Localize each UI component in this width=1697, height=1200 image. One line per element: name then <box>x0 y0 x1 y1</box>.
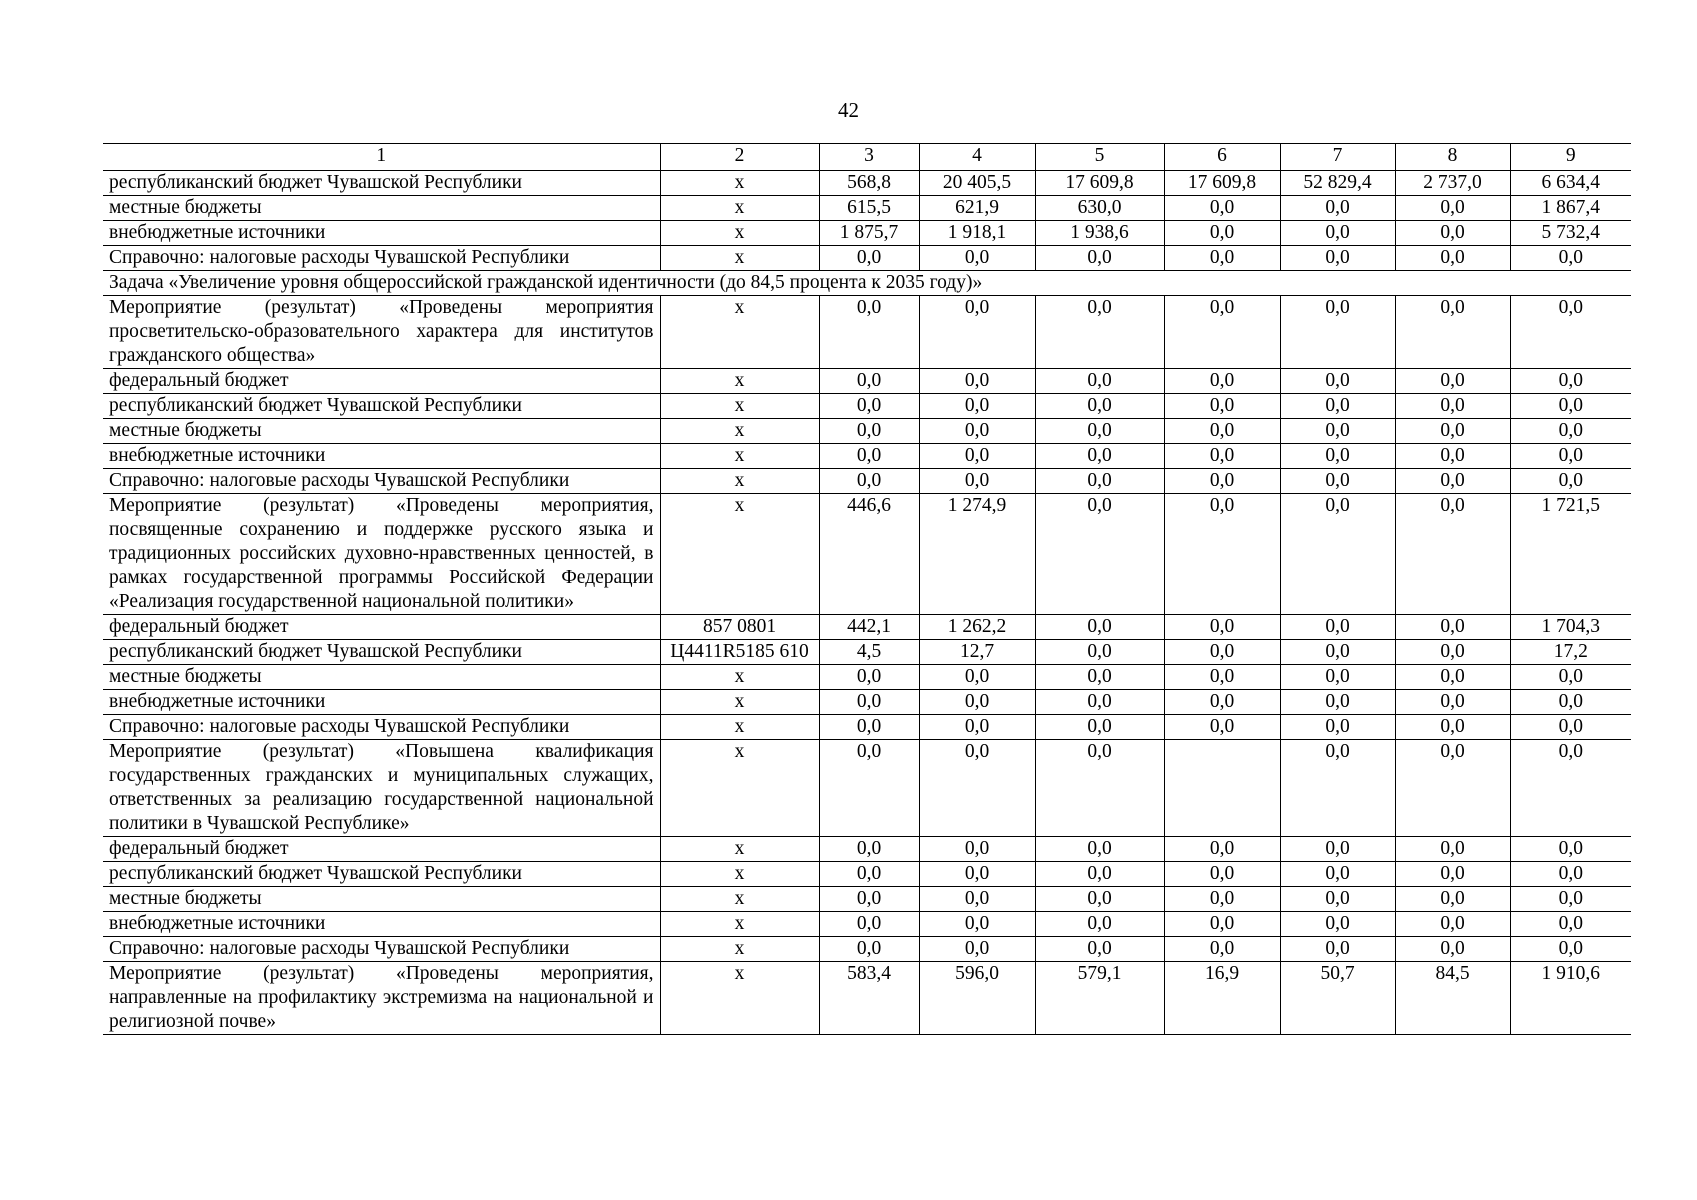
amount-cell: 1 704,3 <box>1510 615 1631 640</box>
table-row <box>103 615 1631 640</box>
budget-table <box>103 143 1631 1035</box>
row-label: внебюджетные источники <box>103 221 660 246</box>
table-row <box>103 912 1631 937</box>
amount-cell: 0,0 <box>1164 419 1280 444</box>
amount-cell: 0,0 <box>819 887 919 912</box>
amount-cell: 0,0 <box>819 665 919 690</box>
column-number: 1 <box>103 144 660 171</box>
amount-cell: 446,6 <box>819 494 919 615</box>
row-label: местные бюджеты <box>103 887 660 912</box>
column-number-row <box>103 144 1631 171</box>
amount-cell: 0,0 <box>819 837 919 862</box>
amount-cell: 52 829,4 <box>1280 171 1395 196</box>
amount-cell: 0,0 <box>1395 615 1510 640</box>
amount-cell: 0,0 <box>1280 740 1395 837</box>
budget-code: x <box>660 494 819 615</box>
amount-cell: 0,0 <box>1164 246 1280 271</box>
amount-cell: 0,0 <box>1395 196 1510 221</box>
amount-cell: 0,0 <box>819 394 919 419</box>
amount-cell: 1 262,2 <box>919 615 1035 640</box>
amount-cell: 0,0 <box>819 690 919 715</box>
amount-cell: 17 609,8 <box>1035 171 1164 196</box>
amount-cell: 0,0 <box>1164 469 1280 494</box>
row-label: республиканский бюджет Чувашской Республики <box>103 394 660 419</box>
table-row <box>103 246 1631 271</box>
table-row <box>103 740 1631 837</box>
column-number: 8 <box>1395 144 1510 171</box>
column-number: 7 <box>1280 144 1395 171</box>
amount-cell: 0,0 <box>1035 246 1164 271</box>
row-label: местные бюджеты <box>103 196 660 221</box>
amount-cell: 20 405,5 <box>919 171 1035 196</box>
amount-cell: 1 274,9 <box>919 494 1035 615</box>
amount-cell: 0,0 <box>919 369 1035 394</box>
amount-cell: 0,0 <box>919 394 1035 419</box>
amount-cell: 0,0 <box>1280 469 1395 494</box>
amount-cell: 0,0 <box>1035 937 1164 962</box>
amount-cell: 0,0 <box>1164 715 1280 740</box>
amount-cell: 0,0 <box>1280 937 1395 962</box>
table-row <box>103 837 1631 862</box>
amount-cell: 0,0 <box>1164 640 1280 665</box>
amount-cell: 0,0 <box>1164 196 1280 221</box>
amount-cell: 0,0 <box>1164 369 1280 394</box>
row-label: Мероприятие (результат) «Проведены мероприятия просветительско-образовательного характера для институтов гражданского общества» <box>103 296 660 369</box>
table-row <box>103 444 1631 469</box>
amount-cell: 0,0 <box>1164 887 1280 912</box>
amount-cell: 0,0 <box>1280 494 1395 615</box>
amount-cell: 17 609,8 <box>1164 171 1280 196</box>
budget-code: x <box>660 469 819 494</box>
amount-cell: 0,0 <box>1035 369 1164 394</box>
row-label: федеральный бюджет <box>103 369 660 394</box>
amount-cell: 0,0 <box>1035 394 1164 419</box>
table-row <box>103 962 1631 1035</box>
budget-code: x <box>660 715 819 740</box>
budget-code: x <box>660 444 819 469</box>
amount-cell: 0,0 <box>919 715 1035 740</box>
amount-cell: 0,0 <box>1510 369 1631 394</box>
amount-cell: 0,0 <box>1395 419 1510 444</box>
amount-cell: 0,0 <box>1395 912 1510 937</box>
amount-cell: 0,0 <box>819 469 919 494</box>
amount-cell: 0,0 <box>919 419 1035 444</box>
amount-cell: 0,0 <box>919 296 1035 369</box>
amount-cell: 0,0 <box>1035 640 1164 665</box>
amount-cell: 0,0 <box>1395 837 1510 862</box>
table-row <box>103 715 1631 740</box>
budget-code: x <box>660 690 819 715</box>
amount-cell: 12,7 <box>919 640 1035 665</box>
column-number: 5 <box>1035 144 1164 171</box>
amount-cell: 0,0 <box>1280 296 1395 369</box>
amount-cell: 0,0 <box>1510 665 1631 690</box>
amount-cell: 1 875,7 <box>819 221 919 246</box>
amount-cell: 0,0 <box>1164 665 1280 690</box>
amount-cell: 0,0 <box>1395 494 1510 615</box>
amount-cell: 0,0 <box>1035 740 1164 837</box>
amount-cell: 0,0 <box>1510 296 1631 369</box>
row-label: Справочно: налоговые расходы Чувашской Республики <box>103 469 660 494</box>
amount-cell: 0,0 <box>1035 862 1164 887</box>
amount-cell: 0,0 <box>819 246 919 271</box>
table-row <box>103 296 1631 369</box>
amount-cell: 0,0 <box>1395 469 1510 494</box>
row-label: Справочно: налоговые расходы Чувашской Республики <box>103 937 660 962</box>
amount-cell: 0,0 <box>919 912 1035 937</box>
budget-code: x <box>660 394 819 419</box>
page-number: 42 <box>838 98 859 122</box>
task-row <box>103 271 1631 296</box>
amount-cell: 0,0 <box>819 862 919 887</box>
amount-cell: 0,0 <box>1510 937 1631 962</box>
amount-cell: 0,0 <box>919 887 1035 912</box>
amount-cell: 0,0 <box>1395 221 1510 246</box>
budget-code: x <box>660 740 819 837</box>
amount-cell: 0,0 <box>819 369 919 394</box>
amount-cell: 0,0 <box>1035 837 1164 862</box>
amount-cell: 1 918,1 <box>919 221 1035 246</box>
table-row <box>103 665 1631 690</box>
table-row <box>103 494 1631 615</box>
amount-cell: 0,0 <box>1164 296 1280 369</box>
amount-cell: 84,5 <box>1395 962 1510 1035</box>
row-label: республиканский бюджет Чувашской Республики <box>103 640 660 665</box>
amount-cell: 50,7 <box>1280 962 1395 1035</box>
budget-code: x <box>660 369 819 394</box>
table-row <box>103 196 1631 221</box>
row-label: Мероприятие (результат) «Повышена квалификация государственных гражданских и муниципальных служащих, ответственных за реализацию государственной национальной политики в Чувашской Республике» <box>103 740 660 837</box>
amount-cell: 0,0 <box>919 937 1035 962</box>
row-label: Справочно: налоговые расходы Чувашской Республики <box>103 246 660 271</box>
amount-cell: 0,0 <box>1164 494 1280 615</box>
amount-cell: 0,0 <box>1035 494 1164 615</box>
amount-cell: 0,0 <box>1280 665 1395 690</box>
amount-cell: 0,0 <box>1280 715 1395 740</box>
amount-cell <box>1164 740 1280 837</box>
amount-cell: 596,0 <box>919 962 1035 1035</box>
amount-cell: 0,0 <box>1035 469 1164 494</box>
table-row <box>103 937 1631 962</box>
amount-cell: 0,0 <box>1510 715 1631 740</box>
budget-code: x <box>660 887 819 912</box>
table-row <box>103 640 1631 665</box>
amount-cell: 0,0 <box>1510 862 1631 887</box>
amount-cell: 0,0 <box>1035 887 1164 912</box>
amount-cell: 0,0 <box>1164 615 1280 640</box>
table-row <box>103 419 1631 444</box>
row-label: внебюджетные источники <box>103 690 660 715</box>
row-label: федеральный бюджет <box>103 837 660 862</box>
amount-cell: 0,0 <box>1395 690 1510 715</box>
row-label: Мероприятие (результат) «Проведены мероприятия, посвященные сохранению и поддержке русского языка и традиционных российских духовно-нравственных ценностей, в рамках государственной программы Российской Федерации «Реализация государственной национальной политики» <box>103 494 660 615</box>
table-row <box>103 221 1631 246</box>
amount-cell: 0,0 <box>1035 715 1164 740</box>
amount-cell: 0,0 <box>919 246 1035 271</box>
amount-cell: 0,0 <box>1280 640 1395 665</box>
budget-code: x <box>660 196 819 221</box>
amount-cell: 17,2 <box>1510 640 1631 665</box>
amount-cell: 0,0 <box>1280 444 1395 469</box>
table-row <box>103 369 1631 394</box>
amount-cell: 0,0 <box>1280 615 1395 640</box>
budget-code: x <box>660 221 819 246</box>
budget-code: x <box>660 912 819 937</box>
row-label: Мероприятие (результат) «Проведены мероприятия, направленные на профилактику экстремизма на национальной и религиозной почве» <box>103 962 660 1035</box>
amount-cell: 0,0 <box>819 740 919 837</box>
amount-cell: 1 867,4 <box>1510 196 1631 221</box>
amount-cell: 0,0 <box>1035 296 1164 369</box>
amount-cell: 0,0 <box>1395 369 1510 394</box>
amount-cell: 0,0 <box>1395 640 1510 665</box>
amount-cell: 0,0 <box>819 912 919 937</box>
row-label: республиканский бюджет Чувашской Республики <box>103 171 660 196</box>
amount-cell: 1 910,6 <box>1510 962 1631 1035</box>
amount-cell: 0,0 <box>1510 469 1631 494</box>
amount-cell: 0,0 <box>1510 837 1631 862</box>
budget-code: x <box>660 419 819 444</box>
amount-cell: 1 721,5 <box>1510 494 1631 615</box>
budget-code: 857 0801 <box>660 615 819 640</box>
amount-cell: 0,0 <box>1395 296 1510 369</box>
amount-cell: 0,0 <box>1280 912 1395 937</box>
budget-code: Ц4411R5185 610 <box>660 640 819 665</box>
row-label: республиканский бюджет Чувашской Республики <box>103 862 660 887</box>
amount-cell: 0,0 <box>1035 912 1164 937</box>
table-row <box>103 469 1631 494</box>
amount-cell: 0,0 <box>1510 887 1631 912</box>
amount-cell: 0,0 <box>1035 665 1164 690</box>
amount-cell: 0,0 <box>1164 862 1280 887</box>
amount-cell: 621,9 <box>919 196 1035 221</box>
amount-cell: 0,0 <box>1280 196 1395 221</box>
amount-cell: 0,0 <box>919 665 1035 690</box>
amount-cell: 0,0 <box>819 444 919 469</box>
table-body <box>103 144 1631 1035</box>
amount-cell: 0,0 <box>1510 912 1631 937</box>
amount-cell: 442,1 <box>819 615 919 640</box>
amount-cell: 0,0 <box>1395 715 1510 740</box>
row-label: внебюджетные источники <box>103 912 660 937</box>
row-label: федеральный бюджет <box>103 615 660 640</box>
amount-cell: 0,0 <box>1164 837 1280 862</box>
budget-code: x <box>660 937 819 962</box>
amount-cell: 0,0 <box>1035 444 1164 469</box>
amount-cell: 0,0 <box>1510 444 1631 469</box>
amount-cell: 4,5 <box>819 640 919 665</box>
amount-cell: 630,0 <box>1035 196 1164 221</box>
amount-cell: 0,0 <box>1280 369 1395 394</box>
row-label: местные бюджеты <box>103 419 660 444</box>
amount-cell: 0,0 <box>1280 394 1395 419</box>
amount-cell: 16,9 <box>1164 962 1280 1035</box>
amount-cell: 0,0 <box>1395 740 1510 837</box>
amount-cell: 0,0 <box>1280 246 1395 271</box>
amount-cell: 0,0 <box>1280 690 1395 715</box>
amount-cell: 0,0 <box>1280 221 1395 246</box>
amount-cell: 0,0 <box>1510 740 1631 837</box>
table-row <box>103 690 1631 715</box>
amount-cell: 0,0 <box>1280 837 1395 862</box>
amount-cell: 0,0 <box>819 296 919 369</box>
amount-cell: 0,0 <box>1395 444 1510 469</box>
amount-cell: 6 634,4 <box>1510 171 1631 196</box>
amount-cell: 0,0 <box>1510 690 1631 715</box>
amount-cell: 2 737,0 <box>1395 171 1510 196</box>
table-row <box>103 887 1631 912</box>
amount-cell: 0,0 <box>1395 665 1510 690</box>
amount-cell: 0,0 <box>1510 246 1631 271</box>
amount-cell: 0,0 <box>1395 862 1510 887</box>
amount-cell: 0,0 <box>919 469 1035 494</box>
row-label: Справочно: налоговые расходы Чувашской Республики <box>103 715 660 740</box>
amount-cell: 0,0 <box>1510 419 1631 444</box>
amount-cell: 0,0 <box>1035 419 1164 444</box>
amount-cell: 0,0 <box>1164 912 1280 937</box>
task-title: Задача «Увеличение уровня общероссийской гражданской идентичности (до 84,5 процента к 2035 году)» <box>103 271 1631 296</box>
table-row <box>103 394 1631 419</box>
row-label: местные бюджеты <box>103 665 660 690</box>
column-number: 4 <box>919 144 1035 171</box>
amount-cell: 0,0 <box>1164 937 1280 962</box>
column-number: 9 <box>1510 144 1631 171</box>
budget-code: x <box>660 837 819 862</box>
budget-code: x <box>660 246 819 271</box>
amount-cell: 0,0 <box>1164 221 1280 246</box>
column-number: 6 <box>1164 144 1280 171</box>
table-row <box>103 171 1631 196</box>
row-label: внебюджетные источники <box>103 444 660 469</box>
amount-cell: 0,0 <box>1164 394 1280 419</box>
amount-cell: 579,1 <box>1035 962 1164 1035</box>
amount-cell: 0,0 <box>1280 419 1395 444</box>
amount-cell: 0,0 <box>1035 615 1164 640</box>
amount-cell: 0,0 <box>819 937 919 962</box>
column-number: 3 <box>819 144 919 171</box>
amount-cell: 0,0 <box>919 690 1035 715</box>
table-row <box>103 862 1631 887</box>
amount-cell: 0,0 <box>1395 394 1510 419</box>
column-number: 2 <box>660 144 819 171</box>
amount-cell: 5 732,4 <box>1510 221 1631 246</box>
amount-cell: 0,0 <box>1164 690 1280 715</box>
amount-cell: 0,0 <box>919 862 1035 887</box>
amount-cell: 0,0 <box>819 715 919 740</box>
budget-code: x <box>660 171 819 196</box>
amount-cell: 0,0 <box>1510 394 1631 419</box>
budget-code: x <box>660 962 819 1035</box>
amount-cell: 0,0 <box>1280 862 1395 887</box>
budget-code: x <box>660 665 819 690</box>
amount-cell: 1 938,6 <box>1035 221 1164 246</box>
amount-cell: 0,0 <box>1280 887 1395 912</box>
amount-cell: 0,0 <box>1395 937 1510 962</box>
amount-cell: 583,4 <box>819 962 919 1035</box>
amount-cell: 0,0 <box>1035 690 1164 715</box>
amount-cell: 0,0 <box>1164 444 1280 469</box>
budget-code: x <box>660 862 819 887</box>
amount-cell: 568,8 <box>819 171 919 196</box>
budget-code: x <box>660 296 819 369</box>
amount-cell: 0,0 <box>1395 246 1510 271</box>
amount-cell: 0,0 <box>819 419 919 444</box>
amount-cell: 0,0 <box>1395 887 1510 912</box>
amount-cell: 0,0 <box>919 444 1035 469</box>
amount-cell: 0,0 <box>919 837 1035 862</box>
amount-cell: 0,0 <box>919 740 1035 837</box>
amount-cell: 615,5 <box>819 196 919 221</box>
